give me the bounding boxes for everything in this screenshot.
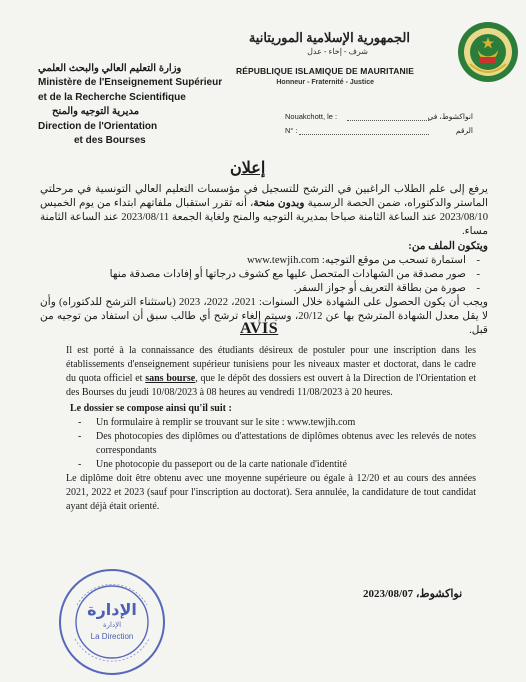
republic-title-arabic: الجمهورية الإسلامية الموريتانية — [248, 30, 410, 45]
arabic-files-list — [40, 254, 488, 296]
arabic-notice-title: إعلان — [230, 160, 266, 177]
french-dossier-list — [66, 416, 476, 472]
arabic-paragraph-1 — [40, 183, 488, 239]
arabic-files-title: ويتكون الملف من: — [408, 241, 488, 252]
french-notice-body — [66, 344, 476, 514]
national-emblem-icon — [456, 20, 520, 84]
number-dots — [299, 134, 429, 135]
list-item: - Un formulaire à remplir se trouvant sur le site : www.tewjih.com — [96, 416, 476, 430]
french-dossier-title: Le dossier se compose ainsi qu'il suit : — [70, 403, 232, 414]
list-item: - صور مصدقة من الشهادات المتحصل عليها مع كشوف درجاتها أو إفادات مصدقة منها — [40, 268, 466, 282]
french-paragraph-1 — [66, 344, 476, 400]
directorate-arabic: مديرية التوجيه والمنح — [52, 106, 140, 118]
french-p1-part-c: , que le dépôt des dossiers est ouvert à la Direction de l'Orientation et des Bourses du jeudi 10/08/2023 à 08 heures au vendredi 11/08/2023 à 20 heures. — [66, 373, 476, 398]
french-notice-title: AVIS — [240, 320, 279, 337]
place-date-dots — [347, 120, 429, 121]
list-item: - Une photocopie du passeport ou de la carte nationale d'identité — [96, 458, 476, 472]
arabic-p1-no-grant: وبدون منحة — [253, 198, 305, 209]
french-p1-no-grant: sans bourse — [145, 373, 196, 384]
list-item: - Des photocopies des diplômes ou d'attestations de diplômes obtenus avec les relevés de notes correspondants — [96, 430, 476, 458]
list-item — [40, 254, 466, 268]
stamp-text-arabic-small: الإدارة — [102, 621, 122, 629]
republic-title-french: RÉPUBLIQUE ISLAMIQUE DE MAURITANIE — [236, 66, 414, 76]
directorate-french-line1: Direction de l'Orientation — [38, 120, 158, 132]
arabic-p1-part-a: يرفع إلى علم الطلاب الراغبين في الترشح للتسجيل في مؤسسات التعليم العالي التونسية في مرحلتي الماستر والدكتوراه، ضمن الحصة الرسمية — [40, 184, 488, 209]
ministry-french-line2: et de la Recherche Scientifique — [38, 91, 186, 103]
official-stamp-icon — [55, 565, 170, 680]
stamp-text-arabic: الإدارة — [87, 600, 137, 619]
arabic-item1-site: www.tewjih.com — [247, 255, 320, 266]
french-paragraph-2: Le diplôme doit être obtenu avec une moyenne supérieure ou égale à 12/20 et au cours des années 2021, 2022 et 2023 (sauf pour l'inscription au doctorat). Sera annulée, la candidature de tout candidat ayant déjà était orienté. — [66, 473, 476, 512]
number-label-fr: N° : — [285, 126, 298, 135]
signature-date: نواكشوط، 2023/08/07 — [363, 588, 463, 600]
french-p1-part-a: Il est porté à la connaissance des étudiants désireux de postuler pour une inscription dans les établissements d'enseignement supérieur tunisiens pour les niveaux master et doctorat, dans le cadre du quota officiel et — [66, 345, 476, 384]
directorate-french-line2: et des Bourses — [74, 135, 146, 147]
arabic-item1-text: استمارة تسحب من موقع التوجيه: — [319, 255, 466, 266]
arabic-paragraph-2: ويجب أن يكون الحصول على الشهادة خلال السنوات: 2021، 2022، 2023 (باستثناء الترشح للدكتوراه) وأن لا يقل معدل الشهادة المترشح بها عن 20/12، وسيتم إلغاء ترشح أي طالب سبق أن استفاد من توجيه من قبل. — [40, 297, 489, 336]
ministry-block — [38, 62, 238, 148]
ministry-arabic: وزارة التعليم العالي والبحث العلمي — [38, 63, 182, 74]
arabic-notice-body — [40, 183, 488, 338]
stamp-text-french: La Direction — [90, 632, 134, 641]
ministry-french-line1: Ministère de l'Enseignement Supérieur — [38, 77, 223, 89]
arabic-p1-part-c: ، أنه تقرر استقبال ملفاتهم ابتداء من يوم الخميس 2023/08/10 عند الساعة الثامنة صباحا بمديرية التوجيه والمنح ولغاية الجمعة 2023/08/11 عند الساعة الثامنة مساء. — [40, 198, 488, 237]
place-date-label-fr: Nouakchott, le : — [285, 112, 338, 121]
list-item: - صورة من بطاقة التعريف أو جواز السفر. — [40, 282, 466, 296]
reference-fields — [285, 112, 473, 140]
motto-arabic: شرف - إخاء - عدل — [307, 47, 368, 56]
number-label-ar: الرقم — [455, 126, 473, 135]
motto-french: Honneur - Fraternité - Justice — [276, 79, 374, 86]
place-date-label-ar: انواكشوط، في — [427, 112, 473, 121]
